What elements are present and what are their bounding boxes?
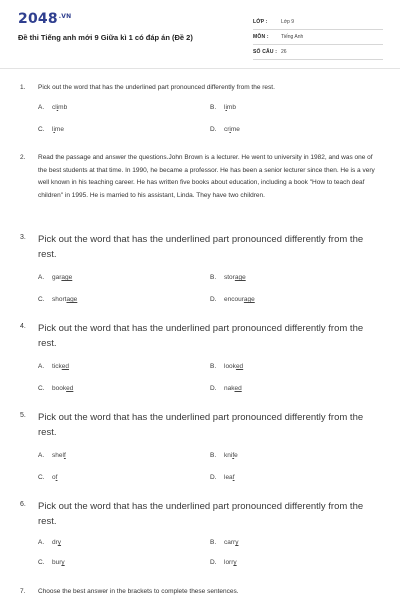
option-word: cr — [224, 126, 230, 133]
question-number: 6. — [20, 501, 26, 508]
option-letter: A. — [38, 274, 45, 281]
option-word: lorr — [224, 559, 234, 566]
meta-label: LỚP : — [253, 19, 268, 25]
meta-label: SỐ CÂU : — [253, 49, 278, 55]
option-word: dr — [52, 539, 58, 546]
option-underlined: y — [235, 539, 239, 546]
document-header — [0, 0, 400, 64]
option-d[interactable] — [210, 126, 240, 133]
question-text: Pick out the word that has the underlined part pronounced differently from the rest. — [38, 412, 364, 438]
option-letter: B. — [210, 274, 217, 281]
option-word: shel — [52, 452, 64, 459]
option-word-end: mb — [226, 104, 236, 111]
header-divider — [0, 68, 400, 69]
option-word: short — [52, 296, 67, 303]
option-underlined: i — [53, 126, 55, 133]
option-underlined: f — [232, 474, 235, 481]
option-b[interactable] — [210, 363, 243, 370]
question-number: 1. — [20, 84, 26, 91]
question-text: Pick out the word that has the underlined part pronounced differently from the rest. — [38, 501, 364, 527]
reading-passage: Read the passage and answer the questions.John Brown is a lecturer. He went to university in 1982, and was one of the best students at that time. In 1990, he became a professor. He has been a senior lecturer since then. He is a very well known in his teaching career. He has written five books about education, including a book "How to teach deaf children" in 1995. He is married to his assistant, Linda. They have two children. — [38, 154, 375, 199]
option-b[interactable] — [210, 539, 238, 546]
option-word: look — [224, 363, 236, 370]
option-letter: A. — [38, 539, 45, 546]
question-text: Pick out the word that has the underlined part pronounced differently from the rest. — [38, 84, 275, 91]
option-c[interactable] — [38, 474, 57, 481]
question-number: 3. — [20, 234, 26, 241]
exam-title: Đề thi Tiếng anh mới 9 Giữa kì 1 có đáp án (Đề 2) — [18, 33, 193, 42]
option-letter: D. — [210, 559, 217, 566]
option-letter: C. — [38, 385, 45, 392]
option-underlined: i — [229, 126, 231, 133]
option-word-end: mb — [58, 104, 68, 111]
option-underlined: f — [55, 474, 58, 481]
option-a[interactable] — [38, 452, 66, 459]
option-c[interactable] — [38, 385, 73, 392]
meta-row-question-count — [253, 45, 383, 60]
option-d[interactable] — [210, 474, 235, 481]
option-letter: B. — [210, 104, 217, 111]
option-letter: B. — [210, 452, 217, 459]
meta-label: MÔN : — [253, 34, 269, 40]
option-b[interactable] — [210, 274, 246, 281]
option-a[interactable] — [38, 104, 67, 111]
option-word: carr — [224, 539, 236, 546]
option-underlined: age — [61, 274, 73, 281]
option-word: kni — [224, 452, 233, 459]
option-underlined: ed — [235, 363, 244, 370]
logo-main: 2048 — [18, 11, 58, 27]
option-word: stor — [224, 274, 235, 281]
option-a[interactable] — [38, 539, 61, 546]
option-a[interactable] — [38, 363, 69, 370]
question-number: 5. — [20, 412, 26, 419]
logo-tld: .VN — [58, 13, 72, 20]
meta-row-class — [253, 15, 383, 30]
option-b[interactable] — [210, 104, 236, 111]
option-letter: B. — [210, 363, 217, 370]
option-letter: C. — [38, 296, 45, 303]
option-word-end: me — [230, 126, 240, 133]
option-letter: C. — [38, 559, 45, 566]
option-letter: B. — [210, 539, 217, 546]
option-underlined: age — [66, 296, 78, 303]
option-letter: D. — [210, 474, 217, 481]
option-a[interactable] — [38, 274, 72, 281]
option-word-end: e — [234, 452, 238, 459]
question-number: 7. — [20, 588, 26, 595]
option-word: nak — [224, 385, 235, 392]
option-word: encour — [224, 296, 244, 303]
option-d[interactable] — [210, 296, 255, 303]
option-word: o — [52, 474, 56, 481]
option-underlined: age — [234, 274, 246, 281]
option-word: gar — [52, 274, 62, 281]
question-text: Choose the best answer in the brackets to complete these sentences. — [38, 588, 239, 595]
meta-value: Tiếng Anh — [281, 34, 304, 40]
option-underlined: age — [243, 296, 255, 303]
option-underlined: ed — [66, 385, 74, 392]
option-letter: A. — [38, 363, 45, 370]
exam-meta — [253, 15, 383, 60]
question-text: Pick out the word that has the underlined part pronounced differently from the rest. — [38, 234, 364, 260]
option-word-end: me — [54, 126, 64, 133]
option-underlined: f — [232, 452, 235, 459]
option-word: l — [52, 126, 54, 133]
question-number: 4. — [20, 323, 26, 330]
option-letter: A. — [38, 104, 45, 111]
option-letter: C. — [38, 474, 45, 481]
option-letter: D. — [210, 385, 217, 392]
option-c[interactable] — [38, 559, 65, 566]
option-underlined: ed — [234, 385, 242, 392]
option-underlined: y — [61, 559, 65, 566]
site-logo[interactable] — [18, 11, 71, 27]
option-underlined: i — [56, 104, 59, 111]
option-b[interactable] — [210, 452, 238, 459]
option-letter: D. — [210, 126, 217, 133]
meta-value: 26 — [281, 49, 287, 55]
option-c[interactable] — [38, 296, 77, 303]
question-number: 2. — [20, 154, 26, 161]
option-word: bur — [52, 559, 62, 566]
option-d[interactable] — [210, 385, 242, 392]
option-letter: C. — [38, 126, 45, 133]
option-underlined: ed — [61, 363, 69, 370]
option-underlined: f — [63, 452, 66, 459]
option-word: cl — [52, 104, 57, 111]
option-letter: A. — [38, 452, 45, 459]
option-c[interactable] — [38, 126, 64, 133]
option-word: book — [52, 385, 67, 392]
question-text: Pick out the word that has the underlined part pronounced differently from the rest. — [38, 323, 364, 349]
option-word: l — [224, 104, 226, 111]
option-underlined: y — [57, 539, 62, 546]
meta-value: Lớp 9 — [281, 19, 295, 25]
option-letter: D. — [210, 296, 217, 303]
option-underlined: i — [225, 104, 227, 111]
option-underlined: y — [233, 559, 237, 566]
meta-row-subject — [253, 30, 383, 45]
option-word: tick — [52, 363, 62, 370]
option-d[interactable] — [210, 559, 237, 566]
option-word: lea — [224, 474, 233, 481]
